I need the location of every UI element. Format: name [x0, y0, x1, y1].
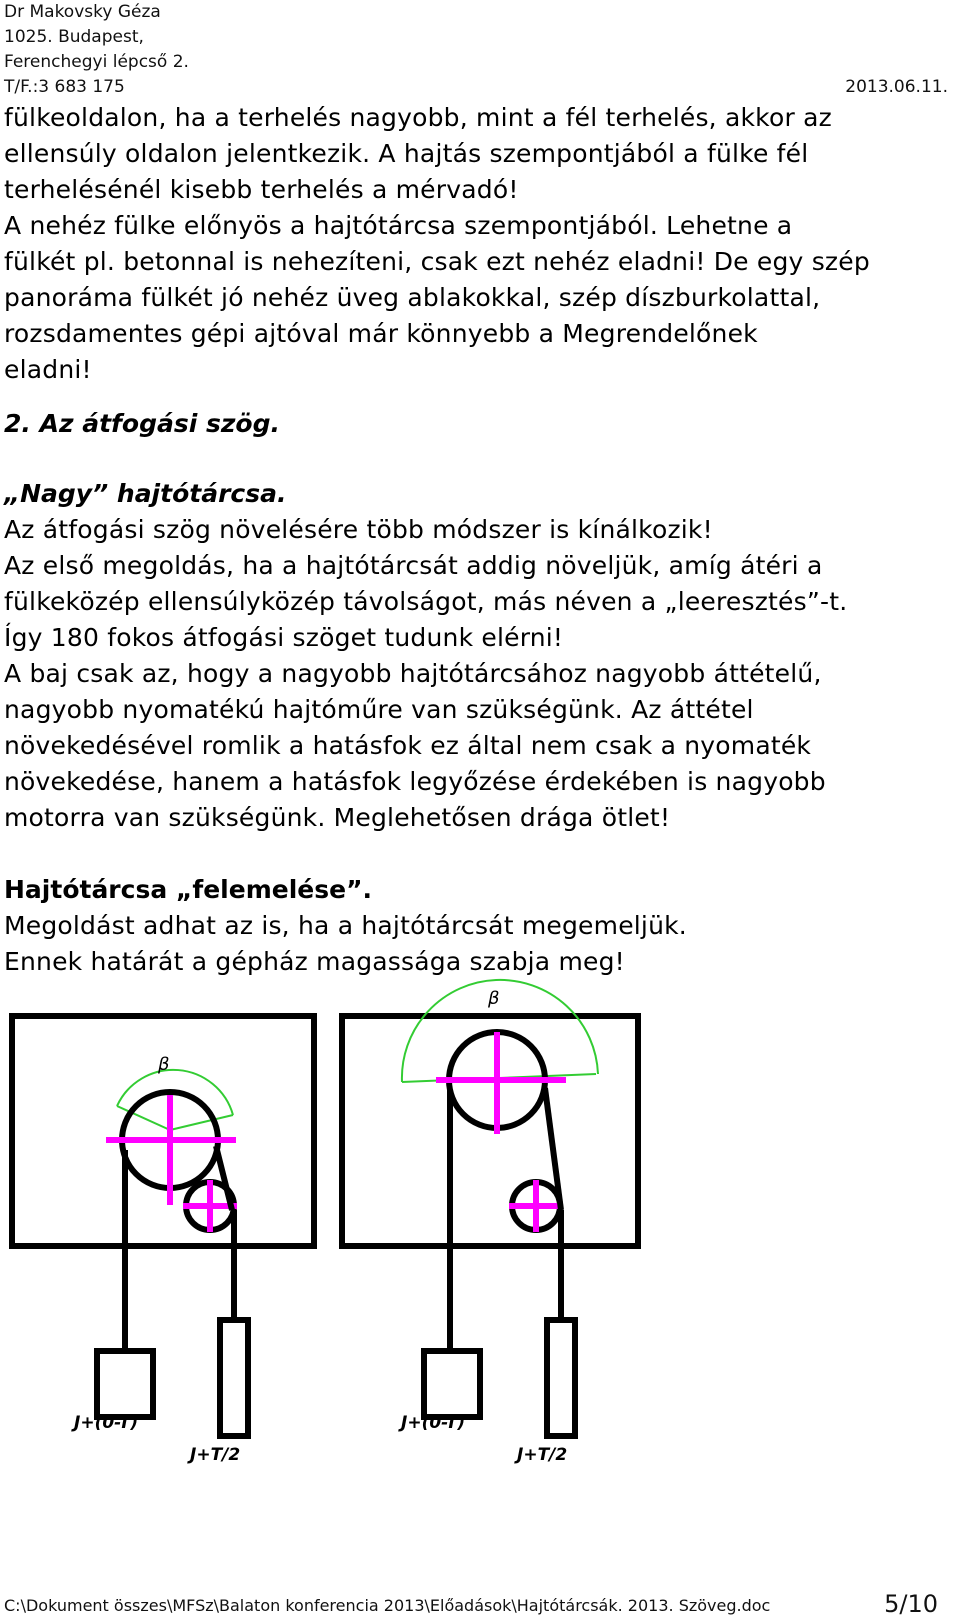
text-line: Ennek határát a gépház magassága szabja meg! — [4, 947, 625, 976]
diagram-right — [342, 980, 638, 1465]
text-line: panoráma fülkét jó nehéz üveg ablakokkal, szép díszburkolattal, — [4, 283, 821, 312]
text-line: növekedésével romlik a hatásfok ez által nem csak a nyomaték — [4, 731, 812, 760]
car-box — [97, 1351, 153, 1417]
text-line: növekedése, hanem a hatásfok legyőzése érdekében is nagyobb — [4, 767, 826, 796]
text-line: eladni! — [4, 355, 92, 384]
rope-to-deflector — [216, 1146, 232, 1210]
text-line: Megoldást adhat az is, ha a hajtótárcsát megemeljük. — [4, 911, 687, 940]
text-line: fülkeközép ellensúlyközép távolságot, más néven a „leeresztés”-t. — [4, 587, 848, 616]
author-phone: T/F.:3 683 175 — [4, 77, 125, 97]
text-line: fülkeoldalon, ha a terhelés nagyobb, mint a fél terhelés, akkor az — [4, 103, 832, 132]
counterweight-load-label: J+T/2 — [517, 1445, 568, 1465]
counterweight-load-label: J+T/2 — [190, 1445, 241, 1465]
author-street: Ferenchegyi lépcső 2. — [4, 52, 189, 72]
text-line: motorra van szükségünk. Meglehetősen drága ötlet! — [4, 803, 671, 832]
section-heading: 2. Az átfogási szög. — [4, 409, 280, 438]
text-line: Így 180 fokos átfogási szöget tudunk elérni! — [4, 623, 564, 652]
counterweight-box — [220, 1320, 248, 1436]
document-date: 2013.06.11. — [845, 77, 948, 97]
body-text — [4, 100, 949, 980]
footer-file-path: C:\Dokument összes\MFSz\Balaton konferencia 2013\Előadások\Hajtótárcsák. 2013. Szöveg.doc — [4, 1596, 771, 1615]
text-line: A baj csak az, hogy a nagyobb hajtótárcsához nagyobb áttételű, — [4, 659, 822, 688]
text-line: terhelésénél kisebb terhelés a mérvadó! — [4, 175, 519, 204]
text-line: fülkét pl. betonnal is nehezíteni, csak ezt nehéz eladni! De egy szép — [4, 247, 870, 276]
beta-label: β — [488, 988, 500, 1009]
car-load-label: J+(0-T) — [74, 1413, 139, 1433]
text-line: A nehéz fülke előnyös a hajtótárcsa szempontjából. Lehetne a — [4, 211, 793, 240]
author-city: 1025. Budapest, — [4, 27, 144, 47]
car-box — [424, 1351, 480, 1417]
beta-label: β — [158, 1054, 170, 1075]
text-line: Az első megoldás, ha a hajtótárcsát addig növeljük, amíg átéri a — [4, 551, 823, 580]
machine-room-frame — [12, 1016, 314, 1246]
text-line: ellensúly oldalon jelentkezik. A hajtás szempontjából a fülke fél — [4, 139, 809, 168]
arc-radius-line — [170, 1115, 233, 1130]
car-load-label: J+(0-T) — [401, 1413, 466, 1433]
subsection-heading: „Nagy” hajtótárcsa. — [4, 479, 287, 508]
traction-sheave-diagram — [0, 988, 960, 1570]
page-number: 5/10 — [884, 1590, 938, 1618]
counterweight-box — [547, 1320, 575, 1436]
text-line: Az átfogási szög növelésére több módszer is kínálkozik! — [4, 515, 713, 544]
subsection-heading: Hajtótárcsa „felemelése”. — [4, 875, 372, 904]
text-line: rozsdamentes gépi ajtóval már könnyebb a Megrendelőnek — [4, 319, 758, 348]
diagram-left — [12, 1016, 314, 1465]
text-line: nagyobb nyomatékú hajtóműre van szükségünk. Az áttétel — [4, 695, 754, 724]
author-name: Dr Makovsky Géza — [4, 2, 161, 22]
